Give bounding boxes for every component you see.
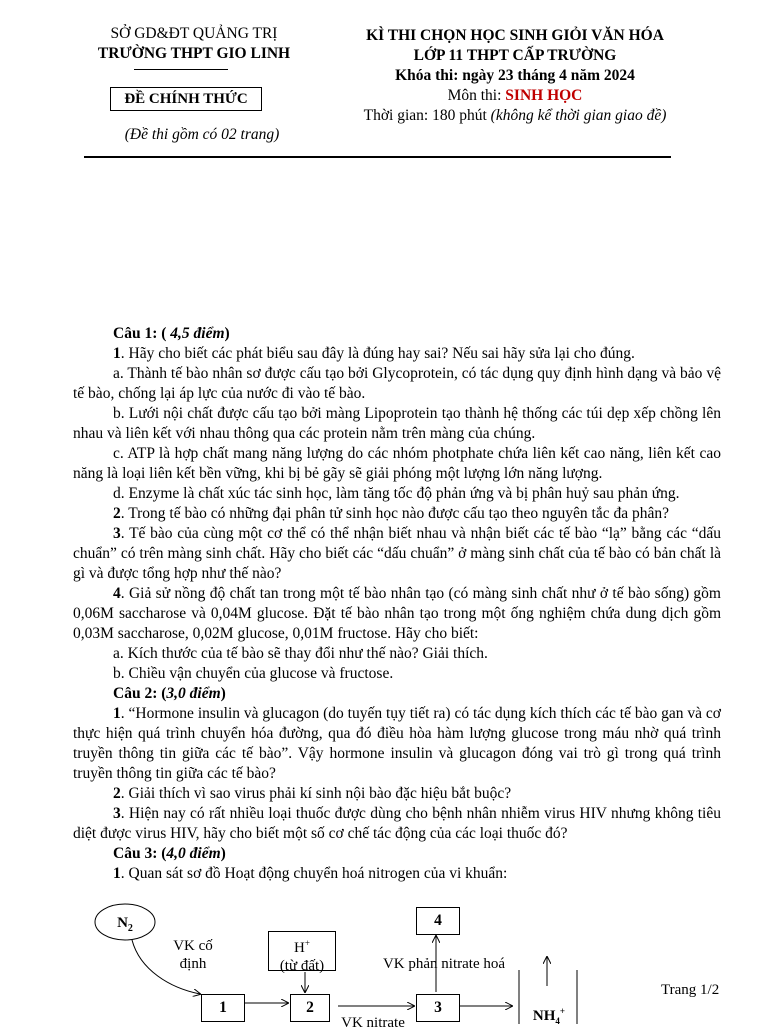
header-divider (84, 156, 671, 158)
box-1: 1 (201, 994, 245, 1022)
department-name: SỞ GD&ĐT QUẢNG TRỊ (110, 25, 278, 42)
time-prefix: Thời gian: 180 phút (363, 107, 491, 124)
nitrifying-bacteria-label: VK nitrate (341, 1015, 405, 1031)
h-plus-box: H+ (từ đất) (268, 931, 336, 971)
denitrifying-bacteria-label: VK phản nitrate hoá (382, 956, 506, 972)
time-line (330, 106, 700, 126)
q1-part-2: 2. Trong tế bào có những đại phân tử sinh học nào được cấu tạo theo nguyên tắc đa phân? (113, 505, 669, 522)
header-right (330, 26, 700, 126)
time-note: (không kể thời gian giao đề) (490, 107, 667, 124)
nh4-label: $NH_4^+$ (532, 1006, 566, 1026)
q2-part-1: 1. “Hormone insulin và glucagon (do tuyến tụy tiết ra) có tác dụng kích thích các tế bào gan và cơ thực hiện quá trình chuyển hóa đường, qua đó điều hòa hàm lượng glucose trong máu nhờ quá trình truyền thông tin giữa các tế bào”. Vậy hormone insulin và glucagon đóng vai trò gì trong quá trình truyền thông tin giữa các tế bào? (73, 705, 721, 782)
question-2-title: Câu 2: (3,0 điểm) (113, 685, 226, 702)
fixing-bacteria-label: VK cố định (173, 938, 213, 972)
q1-statement-c: c. ATP là hợp chất mang năng lượng do các nhóm photphate chứa liên kết cao năng, liên kết cao năng là loại liên kết bền vững, khi bị bẻ gãy sẽ giải phóng một lượng lớn năng lượng. (73, 445, 721, 482)
q1-part-4b: b. Chiều vận chuyển của glucose và fructose. (113, 665, 394, 682)
q2-part-3: 3. Hiện nay có rất nhiều loại thuốc được dùng cho bệnh nhân nhiễm virus HIV nhưng không tiêu diệt được virus HIV, hãy cho biết một số cơ chế tác động của các loại thuốc đó? (73, 805, 721, 842)
box-2: 2 (290, 994, 330, 1022)
nitrogen-diagram (0, 900, 768, 1031)
page-number: Trang 1/2 (661, 982, 720, 998)
subject-line (330, 86, 700, 106)
q1-statement-b: b. Lưới nội chất được cấu tạo bởi màng Lipoprotein tạo thành hệ thống các túi dẹp xếp chồng lên nhau và liên kết với nhau thông qua các protein nằm trên màng của chúng. (73, 405, 721, 442)
q2-part-2: 2. Giải thích vì sao virus phải kí sinh nội bào đặc hiệu bắt buộc? (113, 785, 512, 802)
q1-part-4: 4. Giả sử nồng độ chất tan trong một tế bào nhân tạo (có màng sinh chất như ở tế bào sống) gồm 0,06M saccharose và 0,04M glucose. Đặt tế bào nhân tạo trong một ống nghiệm chứa dung dịch gồm 0,03M saccharose, 0,02M glucose, 0,01M fructose. Hãy cho biết: (73, 585, 721, 642)
school-name: TRƯỜNG THPT GIO LINH (97, 45, 291, 62)
exam-date: Khóa thi: ngày 23 tháng 4 năm 2024 (395, 67, 635, 84)
q1-part-3: 3. Tế bào của cùng một cơ thể có thể nhận biết nhau và nhận biết các tế bào “lạ” bằng các “dấu chuẩn” có trên màng sinh chất. Hãy cho biết các “dấu chuẩn” ở màng sinh chất của tế bào có bản chất là gì và được tổng hợp như thế nào? (73, 525, 721, 582)
exam-title-1: KÌ THI CHỌN HỌC SINH GIỎI VĂN HÓA (366, 27, 664, 44)
page-count-note: (Đề thi gồm có 02 trang) (124, 126, 280, 143)
official-label: ĐỀ CHÍNH THỨC (110, 87, 262, 111)
q1-statement-d: d. Enzyme là chất xúc tác sinh học, làm tăng tốc độ phản ứng và bị phân huỷ sau phản ứng. (113, 485, 680, 502)
question-3-title: Câu 3: (4,0 điểm) (113, 845, 226, 862)
exam-body (73, 324, 721, 884)
question-1-title: Câu 1: ( 4,5 điểm) (113, 325, 230, 342)
header-left (72, 24, 316, 64)
box-4: 4 (416, 907, 460, 935)
exam-title-2: LỚP 11 THPT CẤP TRƯỜNG (413, 47, 617, 64)
q1-part-4a: a. Kích thước của tế bào sẽ thay đổi như thế nào? Giải thích. (113, 645, 488, 662)
header-underline (134, 69, 228, 70)
q1-statement-a: a. Thành tế bào nhân sơ được cấu tạo bởi Glycoprotein, có tác dụng quy định hình dạng và bảo vệ tế bào, chống lại áp lực của nước đi vào tế bào. (73, 365, 721, 402)
q1-part-1: 1. Hãy cho biết các phát biểu sau đây là đúng hay sai? Nếu sai hãy sửa lại cho đúng. (113, 345, 635, 362)
n2-label: $N_2$ (117, 915, 133, 934)
subject-prefix: Môn thi: (447, 87, 506, 104)
q3-part-1: 1. Quan sát sơ đồ Hoạt động chuyển hoá nitrogen của vi khuẩn: (113, 865, 508, 882)
subject-name: SINH HỌC (505, 87, 583, 104)
box-3: 3 (416, 994, 460, 1022)
